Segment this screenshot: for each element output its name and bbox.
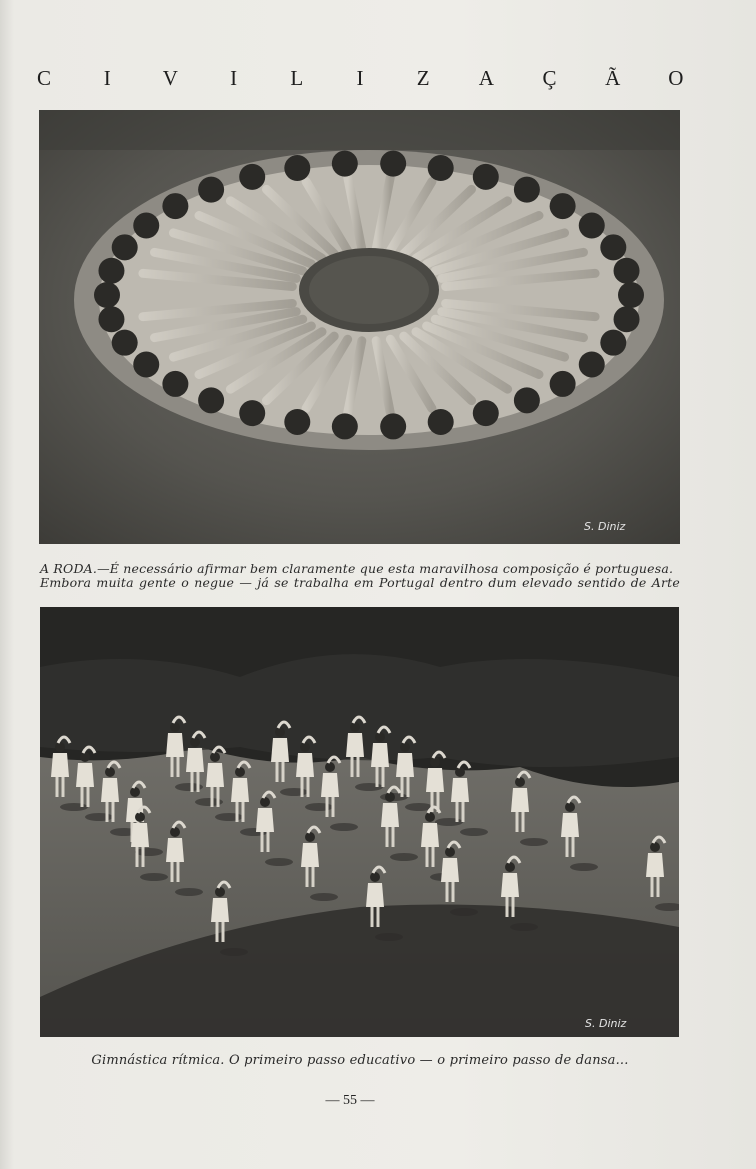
title-letter: Ç [542,66,557,90]
title-letter: I [103,66,111,90]
title-letter: I [356,66,364,90]
caption-roda-line2: Embora muita gente o negue — já se trabalha em Portugal dentro dum elevado sentido de Arte [40,575,680,590]
title-letter: Ã [605,66,621,90]
page-number: — 55 — [325,1093,375,1108]
title-letter: V [162,66,178,90]
rhythmic-gymnastics-photo [40,607,679,1037]
caption-roda-line1: A RODA.—É necessário afirmar bem claramente que esta maravilhosa composição é portuguesa. [40,561,674,576]
title-letter: A [478,66,494,90]
title-letter: L [290,66,304,90]
caption-gymnastics: Gimnástica rítmica. O primeiro passo educativo — o primeiro passo de dansa... [91,1053,629,1068]
title-letter: O [668,66,684,90]
title-letter: I [230,66,238,90]
title-letter: C [36,66,51,90]
title-letter: Z [416,66,430,90]
circle-of-children-photo [39,110,680,544]
magazine-title [34,66,686,91]
photographer-signature: S. Diniz [584,520,626,533]
photographer-signature: S. Diniz [585,1017,627,1030]
